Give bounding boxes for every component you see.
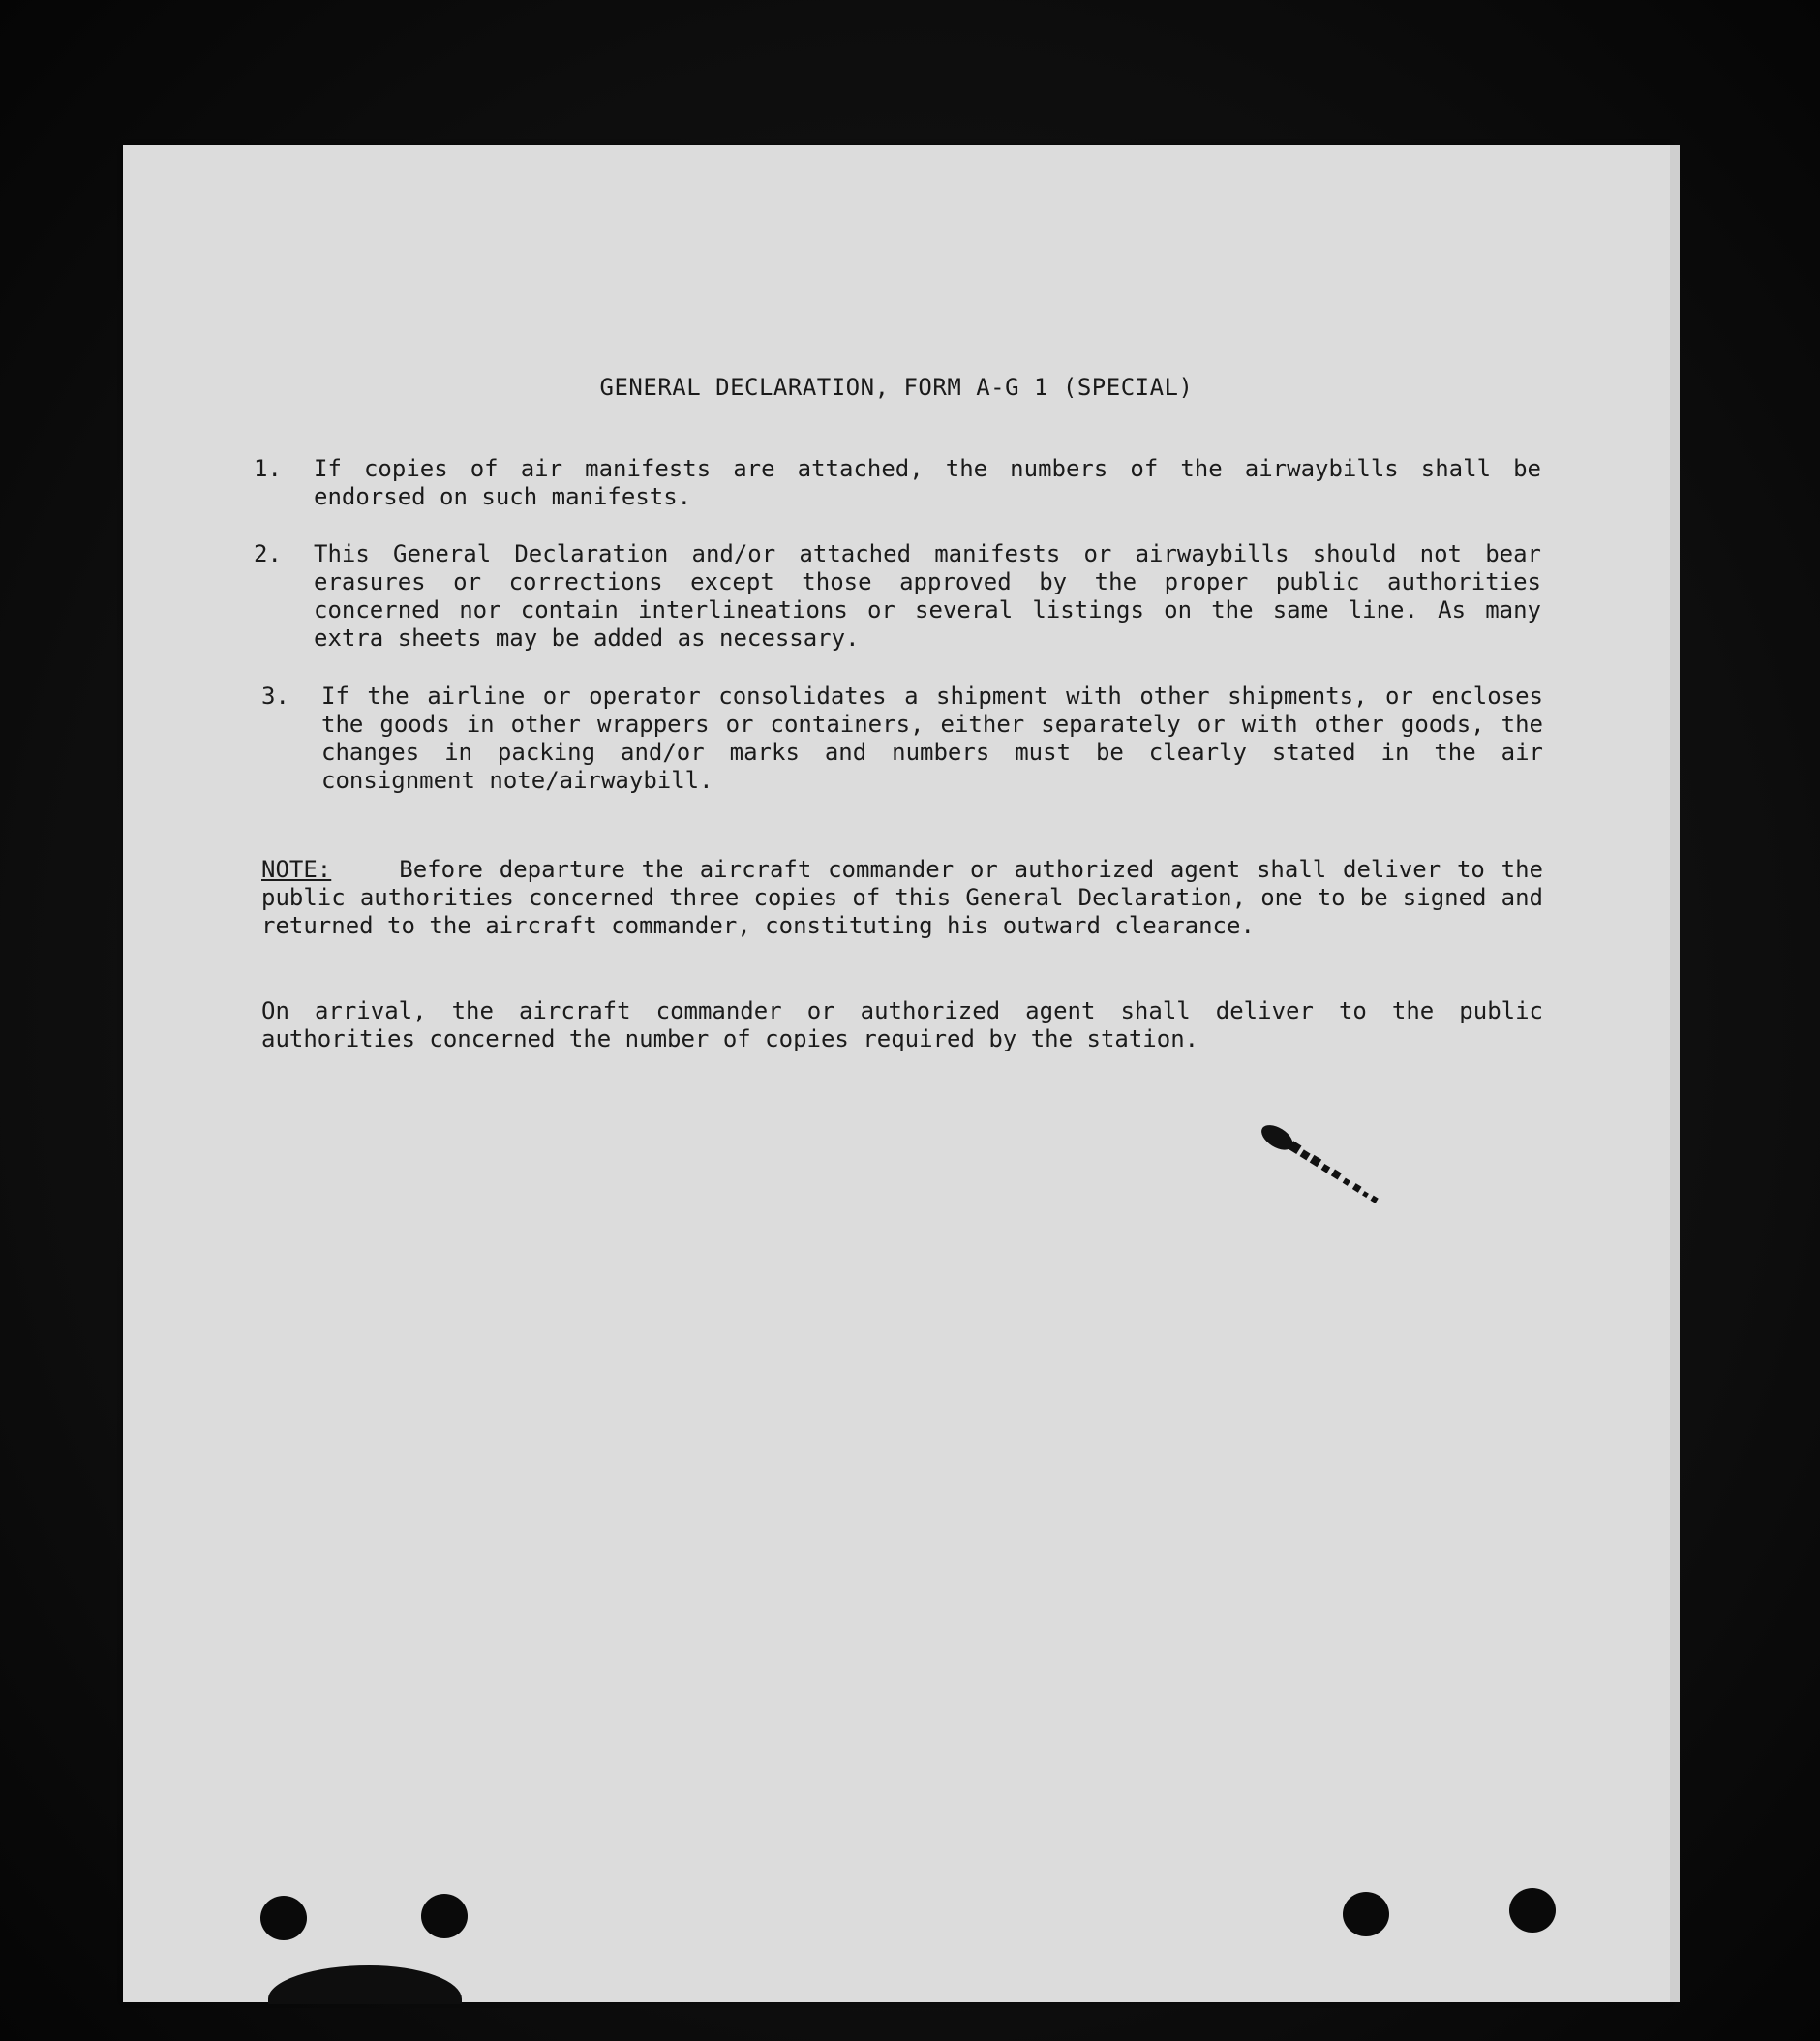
list-item-text: This General Declaration and/or attached manifests or airwaybills should not bear erasures or corrections except those approved by the proper public authorities concerned nor contain interlineations or several listings on the same line. As many extra sheets may be added as necessary. xyxy=(314,540,1541,652)
punch-hole xyxy=(1509,1888,1556,1933)
list-item-number: 2. xyxy=(254,540,282,567)
arrival-paragraph xyxy=(261,997,1543,1053)
ink-stamp-mark xyxy=(1231,1125,1396,1241)
note-paragraph xyxy=(261,856,1543,940)
list-item-number: 1. xyxy=(254,455,282,482)
punch-hole xyxy=(260,1896,307,1940)
list-item-2 xyxy=(254,540,1541,653)
note-label: NOTE: xyxy=(261,856,332,883)
page-edge xyxy=(1670,145,1680,2002)
document-page xyxy=(123,145,1670,2002)
page-tear xyxy=(268,1965,462,2004)
list-item-3 xyxy=(261,683,1543,795)
arrival-text: On arrival, the aircraft commander or authorized agent shall deliver to the public authorities concerned the number of copies required by the station. xyxy=(261,997,1543,1052)
list-item-text: If the airline or operator consolidates a shipment with other shipments, or encloses the goods in other wrappers or containers, either separately or with other goods, the changes in packing and/or marks and numbers must be clearly stated in the air consignment note/airwaybill. xyxy=(321,683,1543,794)
document-title: GENERAL DECLARATION, FORM A-G 1 (SPECIAL) xyxy=(599,374,1194,401)
punch-hole xyxy=(1343,1892,1389,1936)
note-text: Before departure the aircraft commander or authorized agent shall deliver to the public authorities concerned three copies of this General Declaration, one to be signed and returned to the aircraft commander, constituting his outward clearance. xyxy=(261,856,1543,939)
list-item-text: If copies of air manifests are attached, the numbers of the airwaybills shall be endorsed on such manifests. xyxy=(314,455,1541,510)
list-item-number: 3. xyxy=(261,683,289,710)
list-item-1 xyxy=(254,455,1541,511)
punch-hole xyxy=(421,1894,468,1938)
